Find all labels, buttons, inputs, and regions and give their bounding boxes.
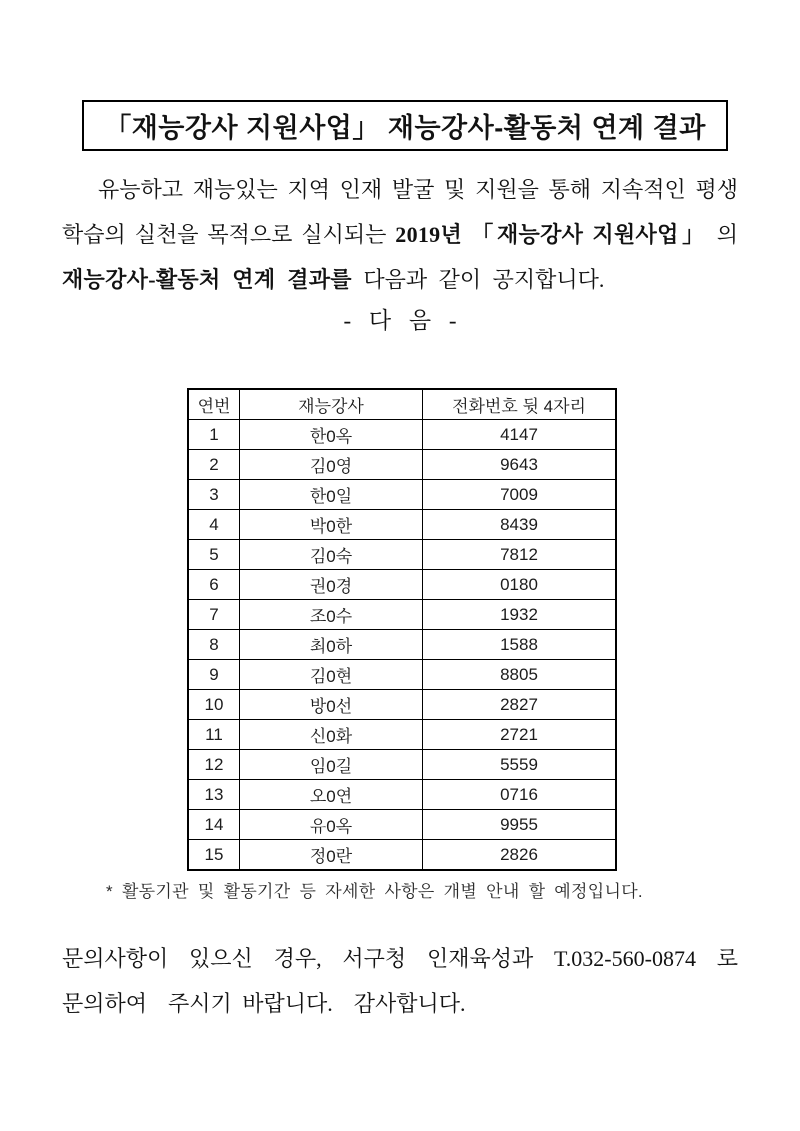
cell-phone: 9643 — [423, 450, 617, 480]
cell-phone: 8805 — [423, 660, 617, 690]
table-row — [188, 720, 616, 750]
title-box — [82, 100, 728, 151]
table-body — [188, 420, 616, 871]
cell-no: 10 — [188, 690, 240, 720]
cell-no: 14 — [188, 810, 240, 840]
cell-name: 박0한 — [240, 510, 423, 540]
cell-phone: 2826 — [423, 840, 617, 871]
intro-paragraph — [62, 167, 738, 302]
cell-name: 한0옥 — [240, 420, 423, 450]
cell-no: 7 — [188, 600, 240, 630]
cell-no: 3 — [188, 480, 240, 510]
intro-line-1: 유능하고 재능있는 지역 인재 발굴 및 지원을 통해 지속적인 평생 — [98, 177, 738, 202]
contact-line-1: 문의사항이 있으신 경우, 서구청 인재육성과 T.032-560-0874 로 — [62, 946, 738, 971]
cell-no: 1 — [188, 420, 240, 450]
cell-phone: 7009 — [423, 480, 617, 510]
cell-phone: 5559 — [423, 750, 617, 780]
cell-phone: 2827 — [423, 690, 617, 720]
contact-paragraph — [62, 936, 738, 1026]
cell-no: 4 — [188, 510, 240, 540]
table-row — [188, 840, 616, 871]
intro-line-3-end: 다음과 같이 공지합니다. — [351, 267, 605, 292]
col-header-name: 재능강사 — [240, 389, 423, 420]
cell-no: 8 — [188, 630, 240, 660]
cell-phone: 1932 — [423, 600, 617, 630]
intro-line-3-bold: 재능강사-활동처 연계 결과를 — [62, 267, 352, 292]
cell-name: 오0연 — [240, 780, 423, 810]
table-row — [188, 420, 616, 450]
cell-name: 조0수 — [240, 600, 423, 630]
cell-phone: 8439 — [423, 510, 617, 540]
cell-phone: 7812 — [423, 540, 617, 570]
intro-line-2-start: 학습의 실천을 목적으로 실시되는 — [62, 222, 396, 247]
col-header-phone: 전화번호 뒷 4자리 — [423, 389, 617, 420]
intro-line-2-bold: 2019년 「재능강사 지원사업」 — [395, 222, 708, 247]
cell-name: 방0선 — [240, 690, 423, 720]
intro-line-2 — [62, 212, 738, 257]
cell-name: 최0하 — [240, 630, 423, 660]
page-title: 「재능강사 지원사업」 재능강사-활동처 연계 결과 — [104, 113, 706, 143]
table-row — [188, 810, 616, 840]
cell-no: 2 — [188, 450, 240, 480]
intro-line-3 — [62, 257, 738, 302]
table-row — [188, 450, 616, 480]
cell-phone: 9955 — [423, 810, 617, 840]
table-row — [188, 750, 616, 780]
table-row — [188, 510, 616, 540]
cell-phone: 4147 — [423, 420, 617, 450]
col-header-no: 연번 — [188, 389, 240, 420]
table-row — [188, 780, 616, 810]
intro-line-2-end: 의 — [707, 222, 738, 247]
cell-no: 5 — [188, 540, 240, 570]
table-row — [188, 540, 616, 570]
table-row — [188, 690, 616, 720]
cell-name: 한0일 — [240, 480, 423, 510]
cell-name: 김0영 — [240, 450, 423, 480]
cell-no: 9 — [188, 660, 240, 690]
cell-no: 15 — [188, 840, 240, 871]
table-row — [188, 660, 616, 690]
table-row — [188, 600, 616, 630]
cell-phone: 1588 — [423, 630, 617, 660]
cell-name: 임0길 — [240, 750, 423, 780]
cell-name: 권0경 — [240, 570, 423, 600]
cell-phone: 0716 — [423, 780, 617, 810]
cell-name: 유0옥 — [240, 810, 423, 840]
table-row — [188, 480, 616, 510]
contact-line-2: 문의하여 주시기 바랍니다. 감사합니다. — [62, 991, 466, 1016]
cell-no: 13 — [188, 780, 240, 810]
cell-name: 정0란 — [240, 840, 423, 871]
result-table — [187, 388, 617, 871]
cell-no: 12 — [188, 750, 240, 780]
table-header-row — [188, 389, 616, 420]
cell-no: 6 — [188, 570, 240, 600]
table-row — [188, 570, 616, 600]
cell-phone: 0180 — [423, 570, 617, 600]
cell-no: 11 — [188, 720, 240, 750]
cell-name: 김0현 — [240, 660, 423, 690]
divider-label: - 다 음 - — [343, 308, 457, 333]
footnote: * 활동기관 및 활동기간 등 자세한 사항은 개별 안내 할 예정입니다. — [106, 882, 643, 901]
table-row — [188, 630, 616, 660]
cell-name: 김0숙 — [240, 540, 423, 570]
cell-phone: 2721 — [423, 720, 617, 750]
cell-name: 신0화 — [240, 720, 423, 750]
